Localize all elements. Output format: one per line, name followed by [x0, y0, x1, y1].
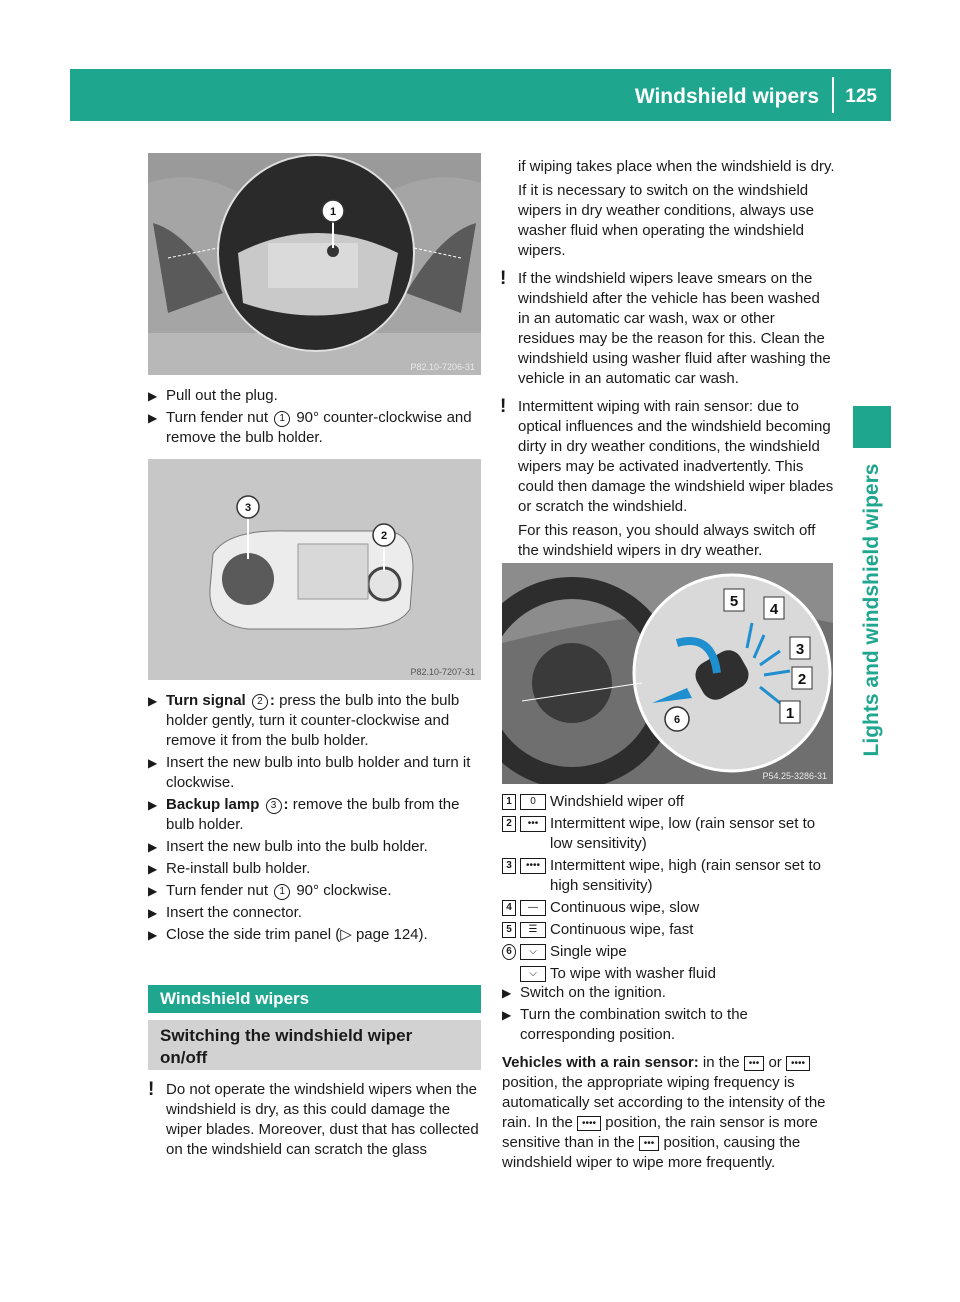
arrow-icon: ▶	[148, 798, 158, 812]
legend-item: 1 0 Windshield wiper off	[502, 792, 837, 812]
warning-icon: !	[500, 396, 507, 417]
legend-item: 2 ••• Intermittent wipe, low (rain sensor set to low sensitivity)	[502, 814, 837, 854]
ref-circle: 3	[266, 798, 282, 814]
chapter-label	[852, 463, 892, 757]
page-ref-arrow-icon[interactable]: ▷	[340, 926, 352, 943]
step-item: ▶ Insert the new bulb into bulb holder and turn it clockwise.	[148, 754, 471, 791]
figure-bulb-holder	[148, 459, 481, 680]
legend-number: 5	[502, 922, 516, 938]
intermittent-low-icon: •••	[520, 816, 546, 832]
legend-item: ⌵ To wipe with washer fluid	[502, 964, 837, 984]
warning-continued: if wiping takes place when the windshield is dry.	[518, 158, 835, 175]
warning-icon: !	[500, 268, 507, 289]
figure-trunk-fender-nut	[148, 153, 481, 375]
step-item: ▶ Turn the combination switch to the corresponding position.	[502, 1006, 748, 1043]
ref-circle: 1	[274, 884, 290, 900]
callout-5: 5	[729, 593, 739, 610]
legend-item: 6 ⌵ Single wipe	[502, 942, 837, 962]
intermittent-high-icon: ••••	[577, 1116, 601, 1131]
section-heading	[148, 985, 481, 1013]
legend-item: 3 •••• Intermittent wipe, high (rain sensor set to high sensitivity)	[502, 856, 837, 896]
legend-number: 6	[502, 944, 516, 960]
legend-number: 1	[502, 794, 516, 810]
subsection-title: Switching the windshield wiper on/off	[160, 1026, 413, 1067]
continuous-fast-icon: ☰	[520, 922, 546, 938]
step-item: ▶ Insert the new bulb into the bulb holder.	[148, 838, 428, 855]
right-text-2	[502, 983, 837, 1173]
section-title: Windshield wipers	[160, 989, 310, 1008]
chapter-label-text: Lights and windshield wipers	[860, 463, 883, 757]
step-item: ▶ Turn fender nut 1 90° counter-clockwise and remove the bulb holder.	[148, 409, 472, 446]
header-divider	[832, 77, 834, 113]
figure-code: P82.10-7207-31	[410, 667, 475, 677]
continuous-slow-icon: —	[520, 900, 546, 916]
step-item: ▶ Turn fender nut 1 90° clockwise.	[148, 882, 392, 899]
left-steps-2	[148, 691, 483, 947]
arrow-icon: ▶	[148, 906, 158, 920]
page-number: 125	[845, 86, 877, 107]
arrow-icon: ▶	[148, 694, 158, 708]
warning-note: ! If the windshield wipers leave smears on the windshield after the vehicle has been washed in an automatic car wash, wax or other residues may be the reason for this. Clean the windshield using washer fluid after washing the vehicle in an automatic car wash.	[500, 268, 831, 387]
arrow-icon: ▶	[502, 986, 512, 1000]
header-title: Windshield wipers	[634, 85, 819, 108]
legend-item: 4 — Continuous wipe, slow	[502, 898, 837, 918]
step-item: ▶ Close the side trim panel (▷ page 124).	[148, 926, 428, 943]
figure-bulb-drawing	[148, 459, 481, 680]
intermittent-low-icon: •••	[639, 1136, 660, 1151]
callout-1: 1	[785, 705, 795, 722]
callout-4: 4	[769, 601, 779, 618]
arrow-icon: ▶	[502, 1008, 512, 1022]
callout-2: 2	[797, 671, 807, 688]
wiper-off-icon: 0	[520, 794, 546, 810]
arrow-icon: ▶	[148, 756, 158, 770]
figure-switch-drawing	[502, 563, 833, 784]
legend-number: 4	[502, 900, 516, 916]
arrow-icon: ▶	[148, 928, 158, 942]
subsection-heading	[148, 1020, 481, 1070]
page-reference-link[interactable]: page 124).	[351, 926, 428, 943]
chapter-tab	[853, 406, 891, 448]
page-header	[70, 69, 891, 121]
step-item: ▶ Pull out the plug.	[148, 387, 278, 404]
single-wipe-icon: ⌵	[520, 944, 546, 960]
step-item: ▶ Backup lamp 3 : remove the bulb from the bulb holder.	[148, 796, 460, 833]
arrow-icon: ▶	[148, 411, 158, 425]
figure-combination-switch	[502, 563, 833, 784]
intermittent-high-icon: ••••	[786, 1056, 810, 1071]
arrow-icon: ▶	[148, 840, 158, 854]
callout-3: 3	[244, 502, 252, 514]
callout-3: 3	[795, 641, 805, 658]
figure-code: P54.25-3286-31	[762, 771, 827, 781]
callout-6: 6	[673, 714, 681, 726]
step-item: ▶ Insert the connector.	[148, 904, 302, 921]
legend-item: 5 ☰ Continuous wipe, fast	[502, 920, 837, 940]
ref-circle: 2	[252, 694, 268, 710]
step-item: ▶ Re-install bulb holder.	[148, 860, 311, 877]
right-text-1	[500, 157, 835, 561]
washer-fluid-icon: ⌵	[520, 966, 546, 982]
ref-circle: 1	[274, 411, 290, 427]
callout-2: 2	[380, 530, 388, 542]
warning-note: ! Do not operate the windshield wipers when the windshield is dry, as this could damage the wiper blades. Moreover, dust that has collected on the windshield can scratch the glass	[148, 1079, 479, 1158]
legend-number: 2	[502, 816, 516, 832]
left-steps-1	[148, 386, 483, 450]
arrow-icon: ▶	[148, 862, 158, 876]
intermittent-high-icon: ••••	[520, 858, 546, 874]
warning-icon: !	[148, 1079, 155, 1100]
figure-trunk-drawing	[148, 153, 481, 375]
paragraph: If it is necessary to switch on the windshield wipers in dry weather conditions, always use washer fluid when operating the windshield wipers.	[518, 182, 814, 259]
rain-sensor-paragraph: Vehicles with a rain sensor: in the ••• or •••• position, the appropriate wiping frequency is automatically set according to the intensity of the rain. In the •••• position, the rain sensor is more sensitive than in the ••• position, causing the windshield wiper to wipe more frequently.	[502, 1054, 826, 1171]
legend-number: 3	[502, 858, 516, 874]
step-item: ▶ Switch on the ignition.	[502, 984, 666, 1001]
left-warning	[148, 1080, 483, 1160]
arrow-icon: ▶	[148, 884, 158, 898]
step-item: ▶ Turn signal 2 : press the bulb into the bulb holder gently, turn it counter-clockwise and remove it from the bulb holder.	[148, 692, 460, 749]
warning-note: ! Intermittent wiping with rain sensor: due to optical influences and the windshield becoming dirty in dry weather conditions, the windshield wipers may be activated inadvertently. This could then damage the windshield wiper blades or scratch the windshield.	[500, 396, 834, 515]
arrow-icon: ▶	[148, 389, 158, 403]
paragraph: For this reason, you should always switch off the windshield wipers in dry weather.	[518, 522, 816, 559]
legend	[502, 792, 837, 986]
figure-code: P82.10-7206-31	[410, 362, 475, 372]
intermittent-low-icon: •••	[744, 1056, 765, 1071]
callout-1: 1	[329, 206, 337, 218]
